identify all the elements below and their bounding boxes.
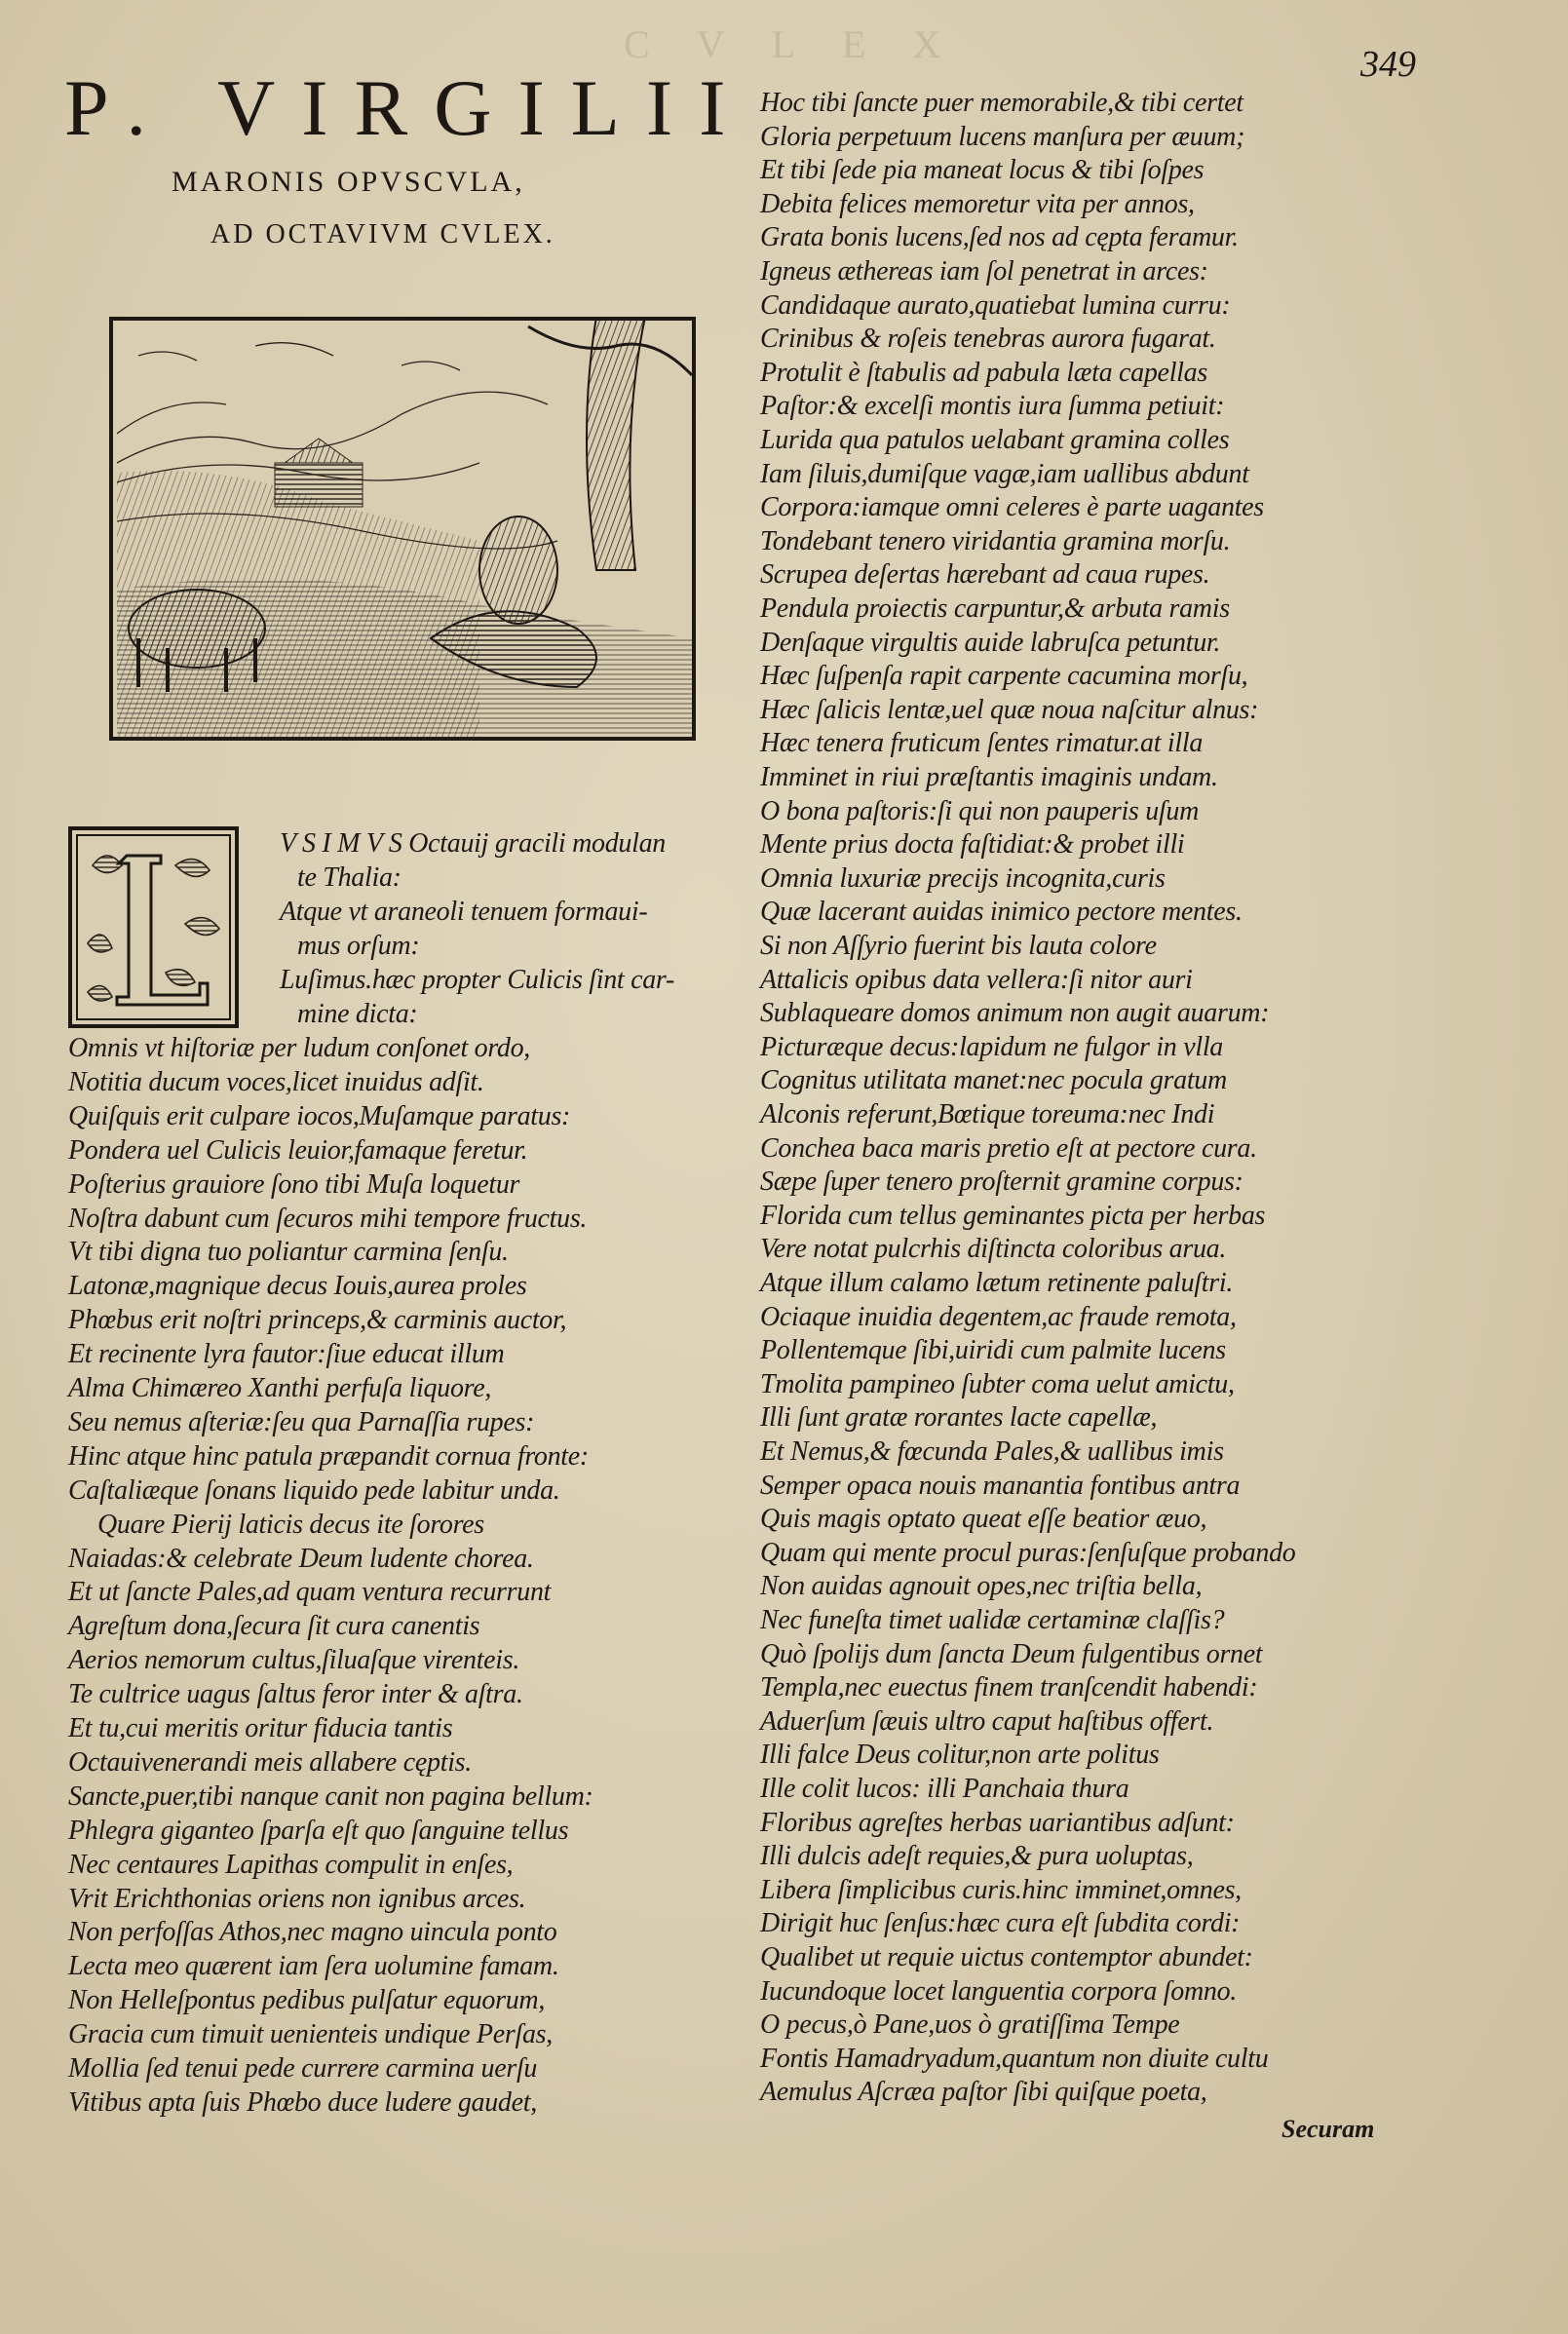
verse-line: Gracia cum timuit uenienteis undique Perſas,	[68, 2019, 553, 2050]
verse-line: Corpora:iamque omni celeres è parte uagantes	[760, 492, 1264, 523]
verse-line: Illi falce Deus colitur,non arte politus	[760, 1740, 1160, 1771]
verse-line: Non auidas agnouit opes,nec triſtia bella,	[760, 1571, 1203, 1602]
verse-line: V S I M V S Octauij gracili modulan	[280, 828, 666, 859]
verse-line: Hinc atque hinc patula præpandit cornua fronte:	[68, 1440, 589, 1472]
verse-line: Ille colit lucos: illi Panchaia thura	[760, 1774, 1129, 1804]
verse-line: Paſtor:& excelſi montis iura ſumma petiuit:	[760, 391, 1225, 422]
verse-line: Florida cum tellus geminantes picta per herbas	[760, 1200, 1266, 1231]
verse-line: Sancte,puer,tibi nanque canit non pagina bellum:	[68, 1780, 593, 1812]
verse-line: Crinibus & roſeis tenebras aurora fugarat.	[760, 324, 1216, 355]
verse-line: Non perfoſſas Athos,nec magno uincula ponto	[68, 1917, 557, 1948]
page-number: 349	[1360, 44, 1416, 85]
verse-line: Vere notat pulcrhis diſtincta coloribus arua.	[760, 1234, 1227, 1265]
verse-line: Phlegra giganteo ſparſa eſt quo ſanguine tellus	[68, 1815, 569, 1846]
verse-line: Luſimus.hæc propter Culicis ſint car-	[280, 965, 674, 995]
catchword: Securam	[1281, 2115, 1375, 2143]
verse-line: Vt tibi digna tuo poliantur carmina ſenſu.	[68, 1237, 509, 1268]
verse-line: Grata bonis lucens,ſed nos ad cępta feramur.	[760, 222, 1239, 253]
verse-line: Latonæ,magnique decus Iouis,aurea proles	[68, 1271, 527, 1302]
verse-line: Cognitus utilitata manet:nec pocula gratum	[760, 1065, 1227, 1096]
verse-line: Semper opaca nouis manantia fontibus antra	[760, 1470, 1241, 1501]
verse-line: Alma Chimæreo Xanthi perfuſa liquore,	[68, 1373, 492, 1403]
verse-line: Te cultrice uagus ſaltus feror inter & aſtra.	[68, 1679, 523, 1710]
verse-line: Quæ lacerant auidas inimico pectore mentes.	[760, 897, 1243, 928]
verse-line: Illi dulcis adeſt requies,& pura uoluptas,	[760, 1841, 1194, 1872]
verse-line: Et ut ſancte Pales,ad quam ventura recurrunt	[68, 1577, 552, 1608]
verse-line: Pollentemque ſibi,uiridi cum palmite lucens	[760, 1335, 1226, 1366]
verse-line: Octauivenerandi meis allabere cęptis.	[68, 1746, 472, 1778]
verse-line: Omnia luxuriæ precijs incognita,curis	[760, 862, 1166, 894]
verse-line: Imminet in riui præſtantis imaginis undam.	[760, 762, 1218, 792]
verse-line: Attalicis opibus data vellera:ſi nitor auri	[760, 964, 1193, 995]
bleed-through-header: CVLEX	[624, 22, 988, 66]
verse-line: Quò ſpolijs dum ſancta Deum fulgentibus ornet	[760, 1638, 1263, 1669]
verse-line: Illi ſunt gratæ rorantes lacte capellæ,	[760, 1402, 1158, 1434]
verse-line: Dirigit huc ſenſus:hæc cura eſt ſubdita cordi:	[760, 1908, 1241, 1939]
verse-line: Atque illum calamo lætum retinente paluſtri.	[760, 1268, 1234, 1298]
verse-line: Noſtra dabunt cum ſecuros mihi tempore fructus.	[68, 1203, 588, 1234]
verse-line: Aerios nemorum cultus,ſiluaſque virenteis.	[68, 1645, 520, 1676]
verse-line: Scrupea deſertas hærebant ad caua rupes.	[760, 559, 1210, 591]
verse-line: Picturæque decus:lapidum ne fulgor in vlla	[760, 1031, 1223, 1062]
verse-line: Naiadas:& celebrate Deum ludente chorea.	[68, 1543, 534, 1574]
decorated-initial-l	[68, 826, 239, 1028]
verse-line: Gloria perpetuum lucens manſura per æuum;	[760, 121, 1245, 152]
verse-line: te Thalia:	[297, 862, 402, 893]
verse-line: Tmolita pampineo ſubter coma uelut amictu,	[760, 1368, 1235, 1399]
verse-line: Protulit è ſtabulis ad pabula læta capellas	[760, 357, 1207, 388]
verse-line: Agreſtum dona,ſecura ſit cura canentis	[68, 1611, 480, 1642]
verse-line: Quare Pierij laticis decus ite ſorores	[97, 1509, 484, 1540]
verse-line: Pondera uel Culicis leuior,famaque feretur.	[68, 1134, 528, 1166]
verse-line: Sublaqueare domos animum non augit auarum:	[760, 998, 1270, 1029]
verse-line: Pendula proiectis carpuntur,& arbuta ramis	[760, 593, 1230, 624]
verse-line: Nec funeſta timet ualidæ certaminæ claſſis?	[760, 1605, 1225, 1635]
verse-line: Tondebant tenero viridantia gramina morſu.	[760, 525, 1231, 556]
verse-line: Poſterius grauiore ſono tibi Muſa loquetur	[68, 1168, 520, 1200]
verse-line: Aemulus Aſcræa paſtor ſibi quiſque poeta,	[760, 2077, 1207, 2108]
verse-line: Et tibi ſede pia maneat locus & tibi ſoſpes	[760, 155, 1205, 186]
verse-line: O pecus,ò Pane,uos ò gratiſſima Tempe	[760, 2009, 1180, 2041]
verse-line: Mollia ſed tenui pede currere carmina uerſu	[68, 2053, 538, 2084]
verse-line: Iam ſiluis,dumiſque vagæ,iam uallibus abdunt	[760, 458, 1249, 489]
verse-line: Floribus agreſtes herbas uariantibus adſunt:	[760, 1807, 1235, 1838]
verse-line: Caſtaliæque ſonans liquido pede labitur unda.	[68, 1474, 560, 1506]
verse-line: Quis magis optato queat eſſe beatior æuo,	[760, 1504, 1207, 1535]
verse-line: Lecta meo quærent iam ſera uolumine famam.	[68, 1951, 559, 1982]
verse-line: Et Nemus,& fœcunda Pales,& uallibus imis	[760, 1436, 1224, 1467]
verse-line: Omnis vt hiſtoriæ per ludum conſonet ordo,	[68, 1033, 531, 1063]
verse-line: Notitia ducum voces,licet inuidus adſit.	[68, 1066, 484, 1097]
verse-line: Templa,nec euectus finem tranſcendit habendi:	[760, 1672, 1258, 1703]
verse-line: Hoc tibi ſancte puer memorabile,& tibi certet	[760, 88, 1243, 118]
verse-line: Alconis referunt,Bœtique toreuma:nec Indi	[760, 1099, 1215, 1129]
verse-line: Vitibus apta ſuis Phœbo duce ludere gaudet,	[68, 2086, 537, 2118]
page-title: P. VIRGILII	[64, 63, 752, 152]
verse-line: Hæc ſalicis lentæ,uel quæ noua naſcitur alnus:	[760, 694, 1259, 725]
verse-line: Iucundoque locet languentia corpora ſomno.	[760, 1975, 1237, 2007]
verse-line: Lurida qua patulos uelabant gramina colles	[760, 425, 1230, 455]
woodcut-illustration	[109, 317, 696, 741]
verse-line: Libera ſimplicibus curis.hinc imminet,omnes,	[760, 1874, 1242, 1905]
verse-line: Nec centaures Lapithas compulit in enſes,	[68, 1849, 514, 1880]
verse-line: Igneus æthereas iam ſol penetrat in arces:	[760, 256, 1208, 287]
verse-line: Non Helleſpontus pedibus pulſatur equorum,	[68, 1985, 546, 2016]
verse-line: Et tu,cui meritis oritur fiducia tantis	[68, 1713, 453, 1743]
verse-line: Fontis Hamadryadum,quantum non diuite cultu	[760, 2043, 1269, 2074]
verse-line: Atque vt araneoli tenuem formaui-	[280, 897, 648, 927]
verse-line: Hæc ſuſpenſa rapit carpente cacumina morſu,	[760, 661, 1248, 692]
verse-line: Candidaque aurato,quatiebat lumina curru:	[760, 289, 1231, 321]
verse-line: Vrit Erichthonias oriens non ignibus arces.	[68, 1883, 526, 1914]
verse-line: Denſaque virgultis auide labruſca petuntur.	[760, 627, 1221, 658]
verse-line: mus orſum:	[297, 931, 420, 961]
subtitle-line-2: AD OCTAVIVM CVLEX.	[210, 219, 555, 249]
verse-line: Ociaque inuidia degentem,ac fraude remota,	[760, 1301, 1237, 1332]
subtitle-line-1: MARONIS OPVSCVLA,	[172, 166, 525, 198]
verse-line: Mente prius docta faſtidiat:& probet illi	[760, 829, 1185, 861]
verse-line: Sæpe ſuper tenero proſternit gramine corpus:	[760, 1167, 1243, 1198]
verse-line: mine dicta:	[297, 999, 418, 1029]
verse-line: Quam qui mente procul puras:ſenſuſque probando	[760, 1537, 1296, 1568]
verse-line: Phœbus erit noſtri princeps,& carminis auctor,	[68, 1305, 567, 1336]
verse-line: Si non Aſſyrio fuerint bis lauta colore	[760, 931, 1157, 961]
verse-line: O bona paſtoris:ſi qui non pauperis uſum	[760, 795, 1200, 826]
verse-line: Quiſquis erit culpare iocos,Muſamque paratus:	[68, 1100, 571, 1131]
verse-line: Seu nemus aſteriæ:ſeu qua Parnaſſia rupes:	[68, 1406, 535, 1437]
verse-line: Conchea baca maris pretio eſt at pectore cura.	[760, 1132, 1257, 1164]
verse-line: Et recinente lyra fautor:ſiue educat illum	[68, 1339, 505, 1370]
verse-line: Hæc tenera fruticum ſentes rimatur.at illa	[760, 728, 1204, 759]
verse-line: Debita felices memoretur vita per annos,	[760, 188, 1195, 219]
verse-line: Aduerſum ſæuis ultro caput haſtibus offert.	[760, 1705, 1214, 1737]
verse-line: Qualibet ut requie uictus contemptor abundet:	[760, 1942, 1253, 1972]
